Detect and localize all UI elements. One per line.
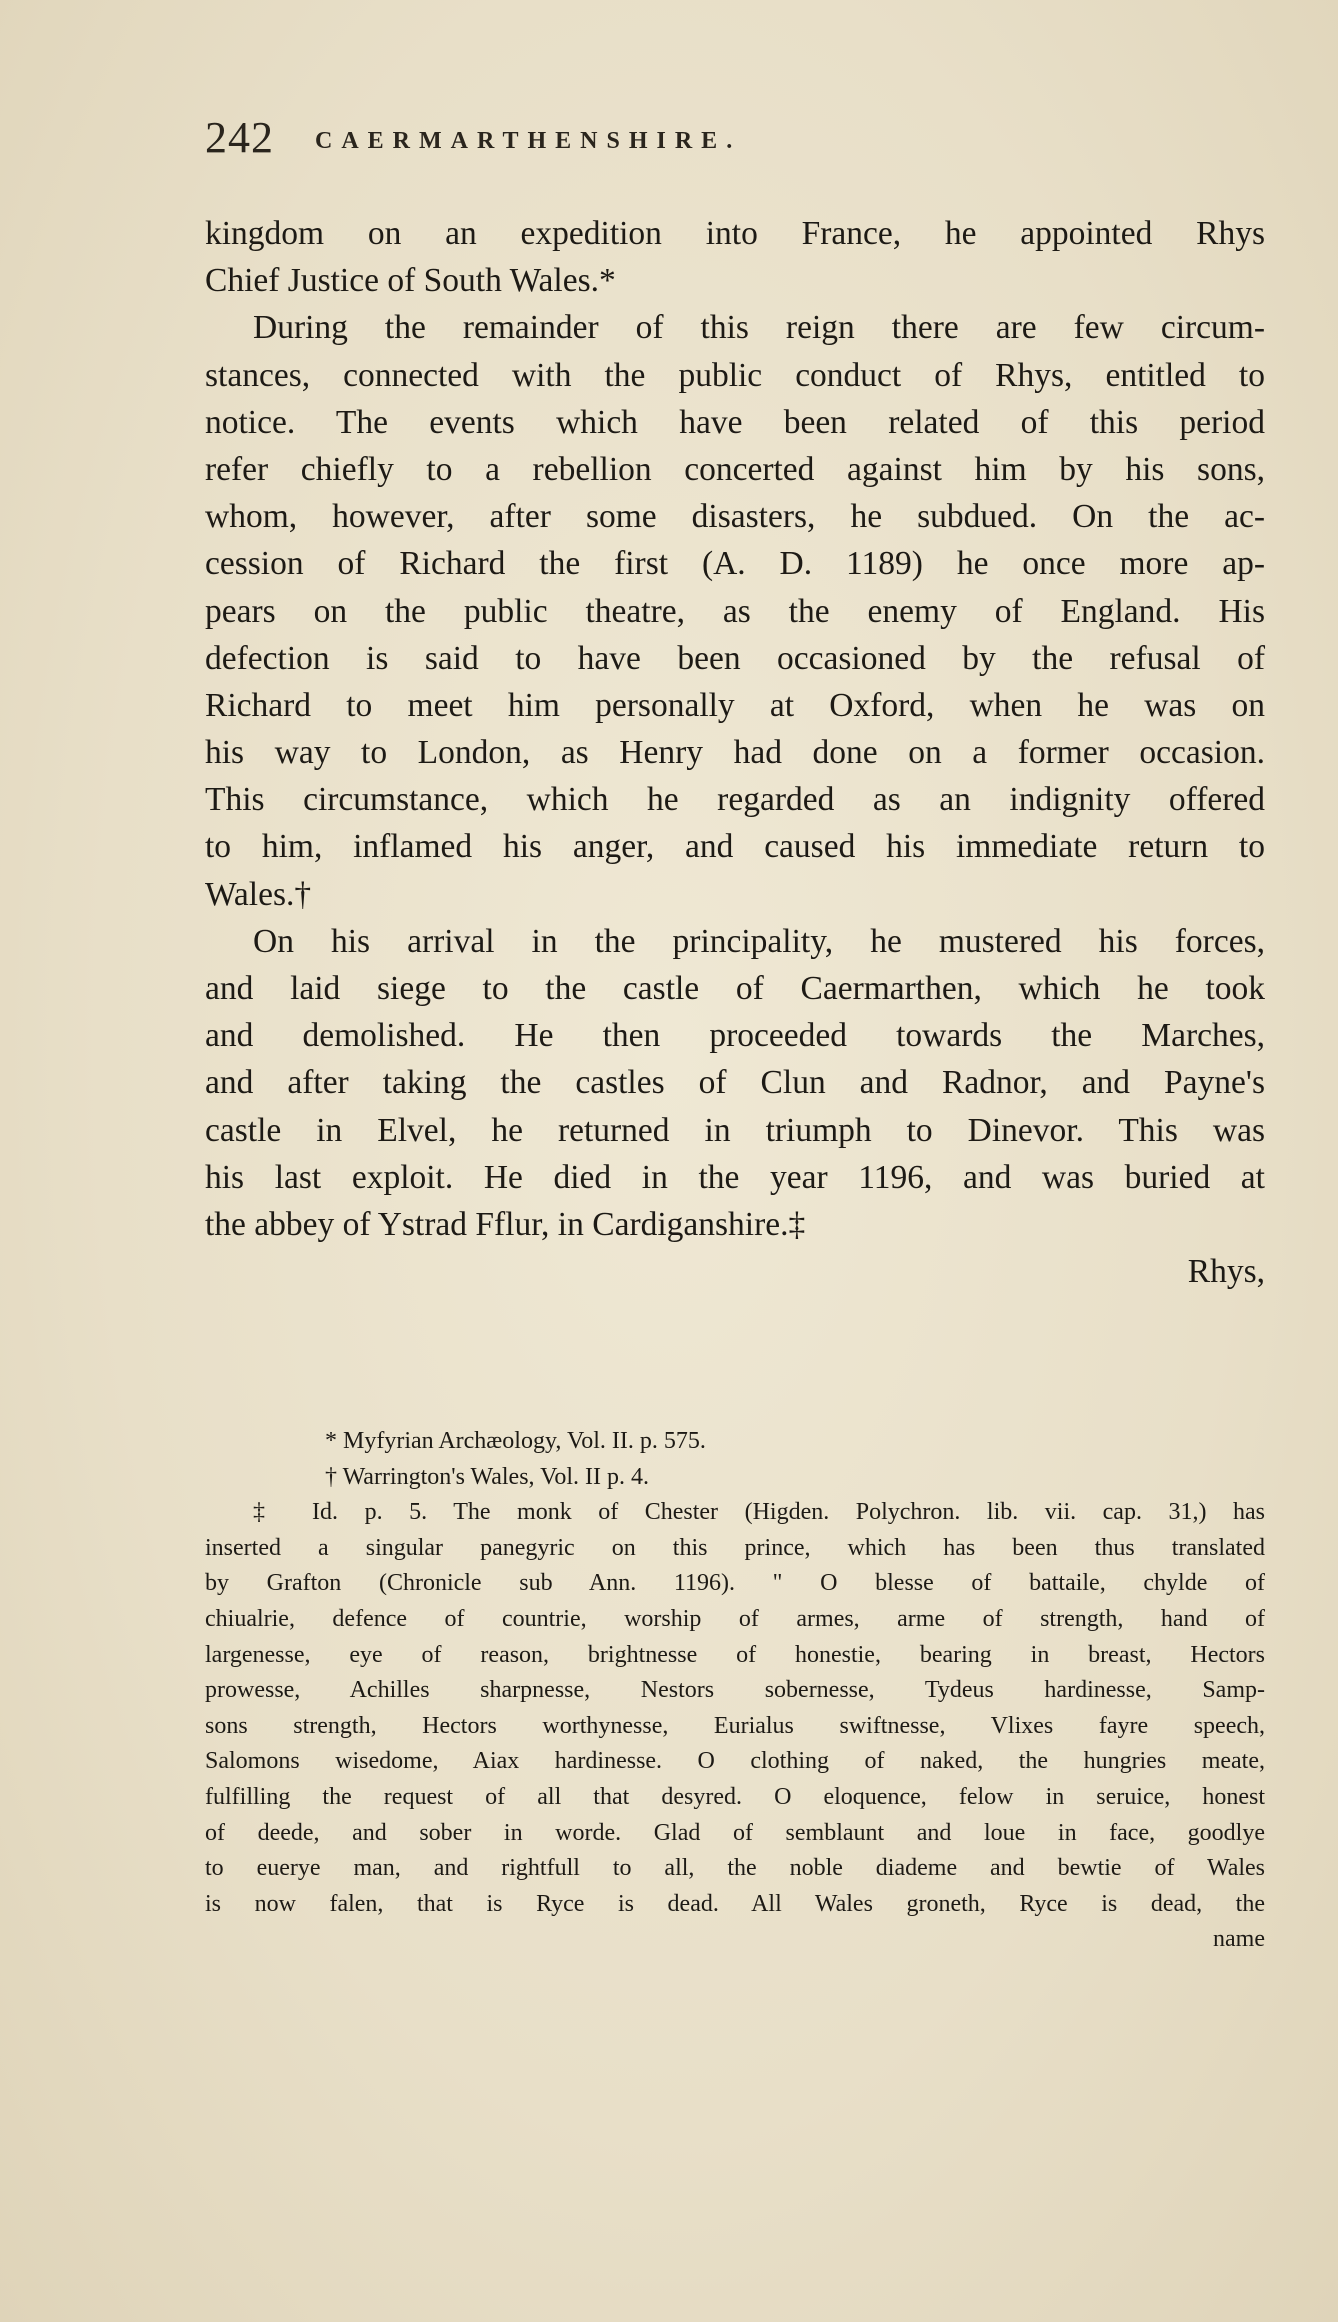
- text-line: whom, however, after some disasters, he subdued. On the ac-: [205, 498, 1265, 536]
- footnote-line: fulfilling the request of all that desyred. O eloquence, felow in seruice, honest: [205, 1783, 1265, 1810]
- text-line: to him, inflamed his anger, and caused his immediate return to: [205, 828, 1265, 866]
- text-line: his way to London, as Henry had done on a former occasion.: [205, 734, 1265, 772]
- footnote-line: † Warrington's Wales, Vol. II p. 4.: [325, 1463, 649, 1490]
- text-line: stances, connected with the public conduct of Rhys, entitled to: [205, 356, 1265, 394]
- text-line: defection is said to have been occasioned by the refusal of: [205, 639, 1265, 677]
- running-head: CAERMARTHENSHIRE.: [315, 128, 742, 154]
- text-line: castle in Elvel, he returned in triumph to Dinevor. This was: [205, 1111, 1265, 1149]
- text-line: pears on the public theatre, as the enemy of England. His: [205, 592, 1265, 630]
- text-line: Richard to meet him personally at Oxford, when he was on: [205, 686, 1265, 724]
- text-line: Wales.†: [205, 875, 312, 913]
- text-line: and laid siege to the castle of Caermarthen, which he took: [205, 970, 1265, 1007]
- text-line: This circumstance, which he regarded as an indignity offered: [205, 781, 1265, 819]
- text-line: refer chiefly to a rebellion concerted against him by his sons,: [205, 450, 1265, 488]
- footnote-line: inserted a singular panegyric on this prince, which has been thus translated: [205, 1534, 1265, 1561]
- page-header: [205, 112, 985, 172]
- footnote-line: is now falen, that is Ryce is dead. All Wales groneth, Ryce is dead, the: [205, 1890, 1265, 1917]
- footnote-line: Salomons wisedome, Aiax hardinesse. O clothing of naked, the hungries meate,: [205, 1748, 1265, 1775]
- footnote-line: to euerye man, and rightfull to all, the noble diademe and bewtie of Wales: [205, 1855, 1265, 1882]
- text-line: During the remainder of this reign there are few circum-: [253, 309, 1265, 347]
- footnote-line: sons strength, Hectors worthynesse, Eurialus swiftnesse, Vlixes fayre speech,: [205, 1712, 1265, 1739]
- footnote-line: largenesse, eye of reason, brightnesse of honestie, bearing in breast, Hectors: [205, 1641, 1265, 1668]
- main-text: [205, 210, 1265, 1295]
- text-line: notice. The events which have been related of this period: [205, 403, 1265, 441]
- text-line: Chief Justice of South Wales.*: [205, 262, 616, 300]
- text-line: cession of Richard the first (A. D. 1189) he once more ap-: [205, 545, 1265, 583]
- page-number: 242: [205, 113, 274, 162]
- text-line: and after taking the castles of Clun and Radnor, and Payne's: [205, 1064, 1265, 1102]
- footnote-line: by Grafton (Chronicle sub Ann. 1196). " O blesse of battaile, chylde of: [205, 1570, 1265, 1597]
- footnote-line: chiualrie, defence of countrie, worship of armes, arme of strength, hand of: [205, 1605, 1265, 1632]
- footnote-line: ‡ Id. p. 5. The monk of Chester (Higden. Polychron. lib. vii. cap. 31,) has: [253, 1499, 1265, 1526]
- footnote-line: * Myfyrian Archæology, Vol. II. p. 575.: [325, 1428, 706, 1454]
- catchword: Rhys,: [1187, 1253, 1265, 1291]
- footnotes: [205, 1424, 1265, 1958]
- text-line: his last exploit. He died in the year 1196, and was buried at: [205, 1158, 1265, 1196]
- text-line: the abbey of Ystrad Fflur, in Cardiganshire.‡: [205, 1205, 806, 1243]
- text-line: kingdom on an expedition into France, he appointed Rhys: [205, 215, 1265, 252]
- footnote-line: prowesse, Achilles sharpnesse, Nestors sobernesse, Tydeus hardinesse, Samp-: [205, 1677, 1265, 1704]
- footnote-line: of deede, and sober in worde. Glad of semblaunt and loue in face, goodlye: [205, 1819, 1265, 1846]
- text-line: and demolished. He then proceeded towards the Marches,: [205, 1017, 1265, 1055]
- footnote-catchword: name: [1213, 1926, 1265, 1953]
- text-line: On his arrival in the principality, he mustered his forces,: [253, 922, 1265, 960]
